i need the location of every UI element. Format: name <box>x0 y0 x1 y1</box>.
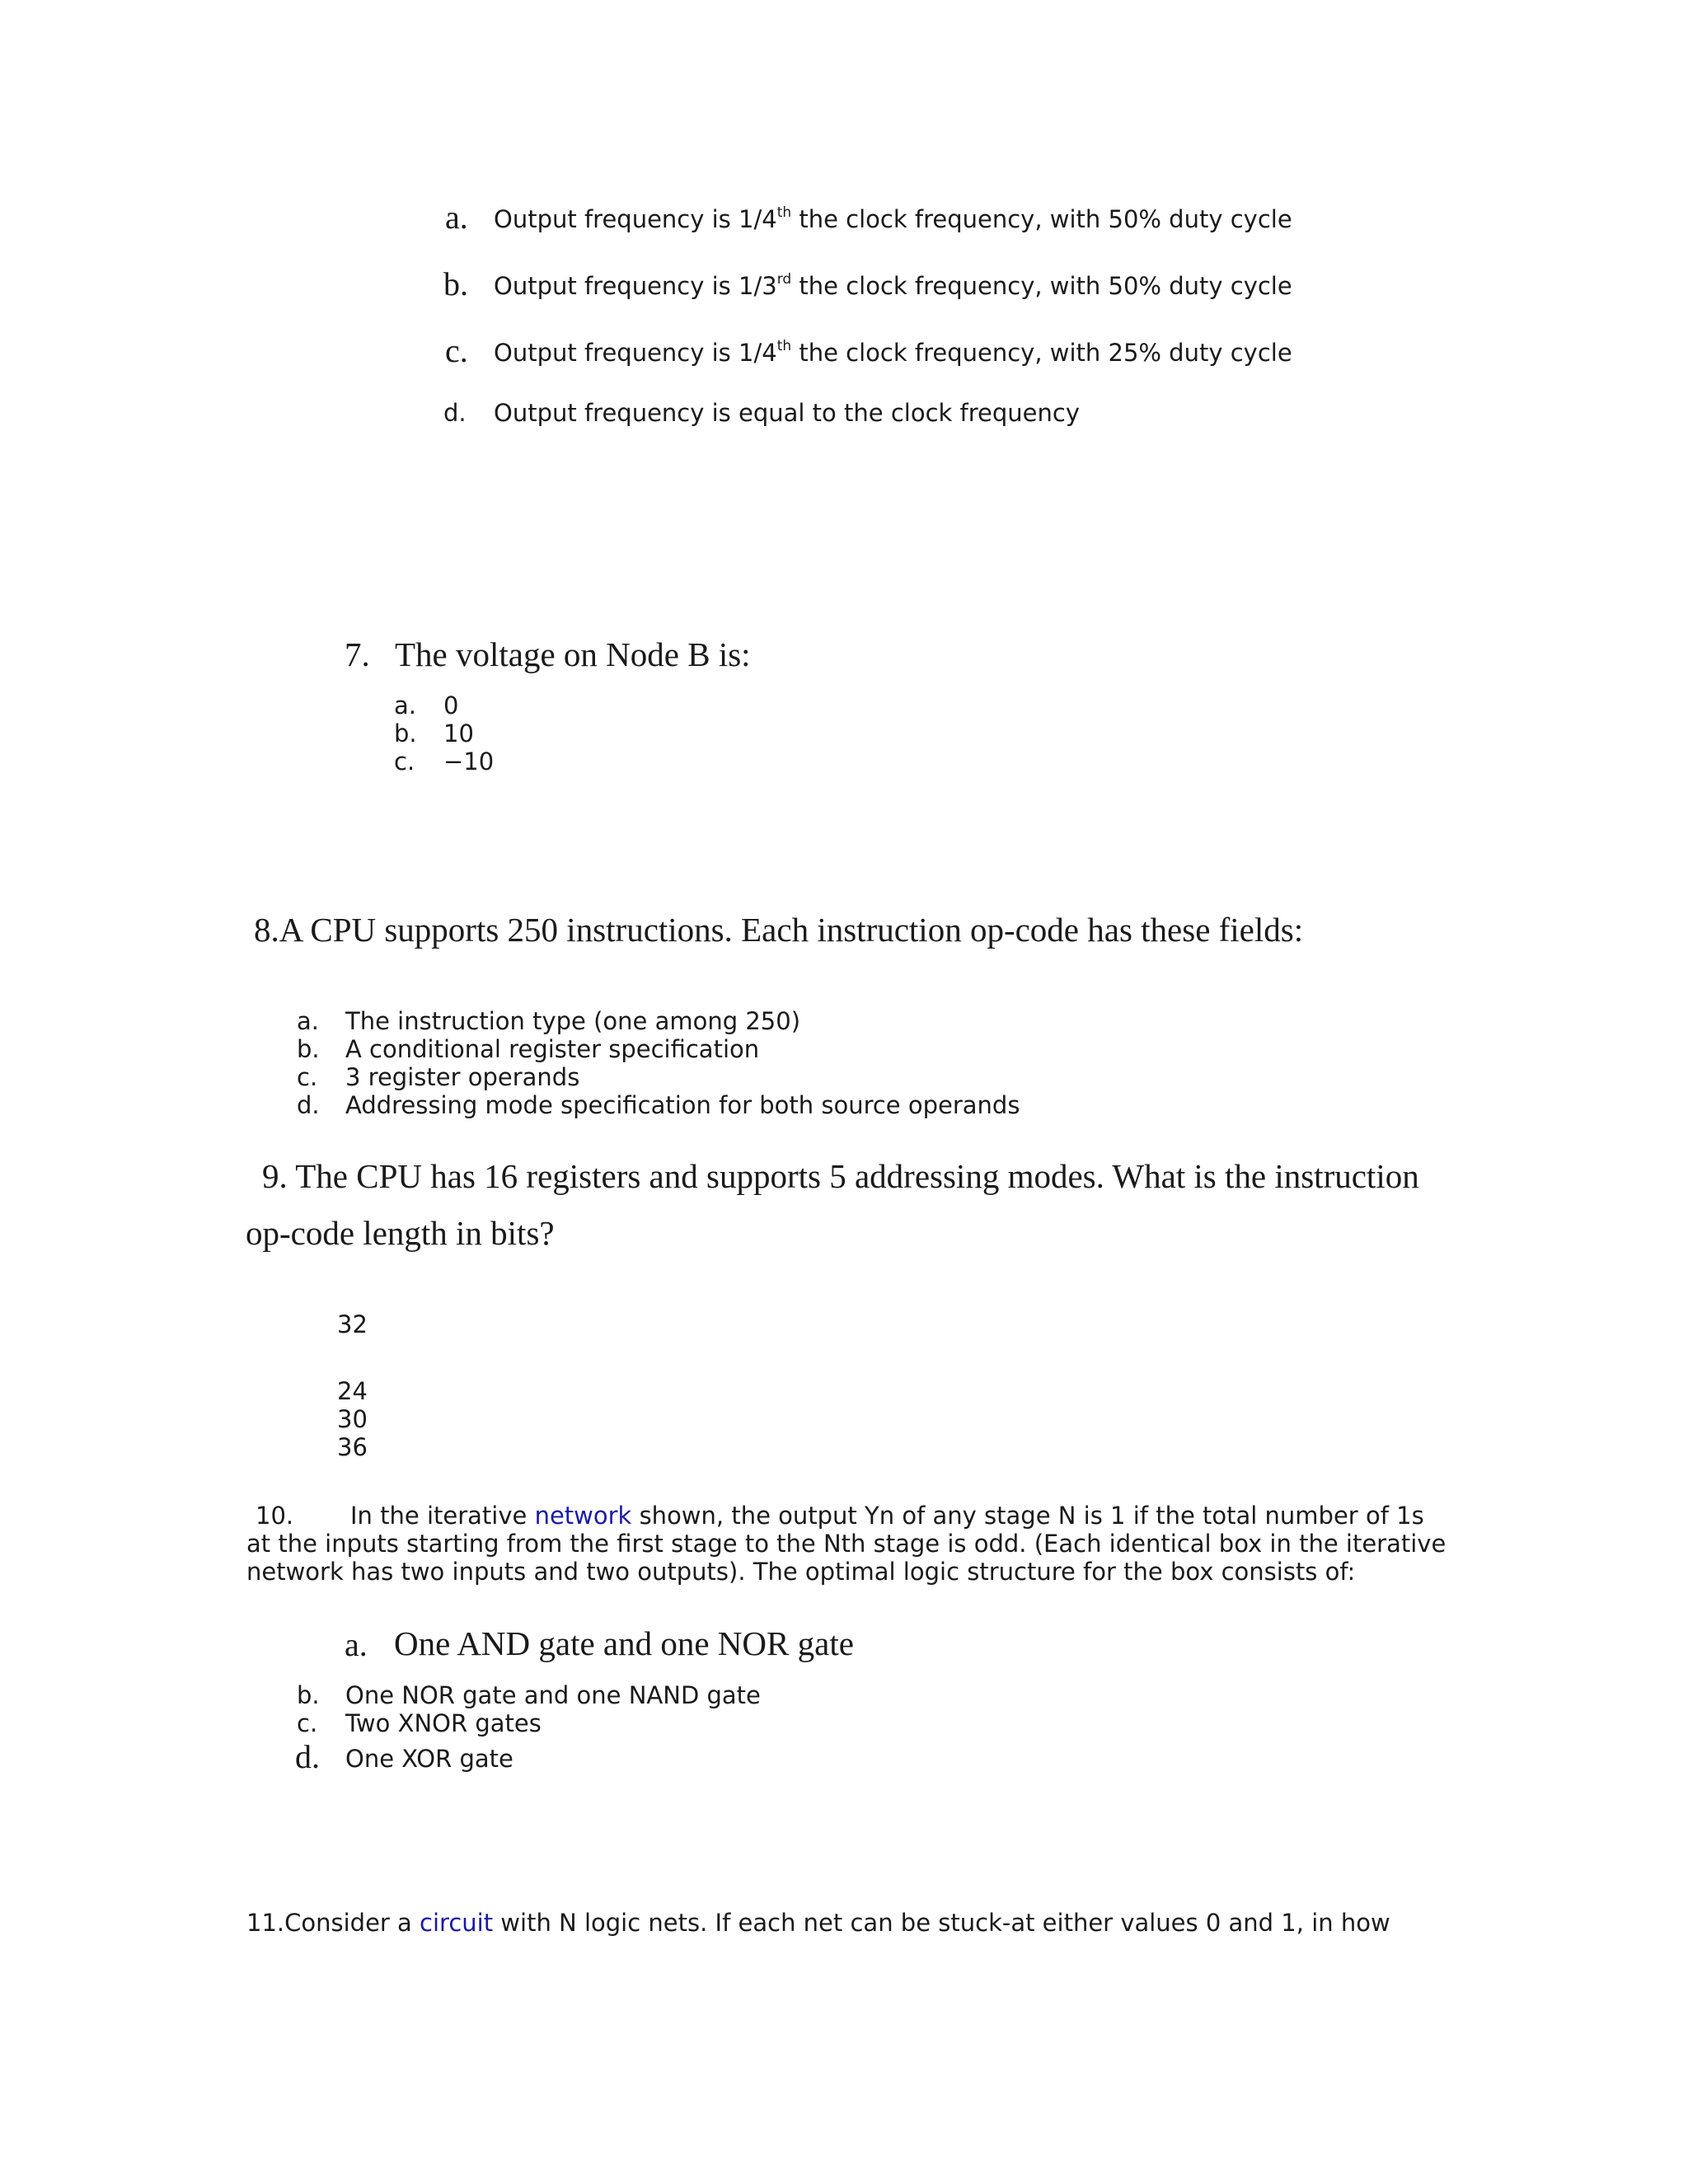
option-marker: d. <box>297 1091 320 1119</box>
question-text-line-2: op-code length in bits? <box>246 1214 555 1252</box>
text-part: 11.Consider a <box>246 1909 420 1937</box>
question-text-line-1: 9. The CPU has 16 registers and supports 5 addressing modes. What is the instruction <box>262 1157 1419 1195</box>
option-text-part: the clock frequency, with 50% duty cycle <box>791 205 1292 233</box>
answer-option: 30 <box>337 1405 368 1433</box>
question-text: 8.A CPU supports 250 instructions. Each instruction op-code has these fields: <box>254 911 1304 949</box>
question-text-line-2: at the inputs starting from the first stage to the Nth stage is odd. (Each identical box in the iterative <box>246 1530 1447 1558</box>
text-part: In the iterative <box>350 1502 535 1530</box>
option-text: Addressing mode specification for both source operands <box>345 1091 1020 1119</box>
option-marker: c. <box>394 748 415 776</box>
option-marker: b. <box>297 1035 320 1063</box>
question-text-line-1 <box>350 1502 1424 1530</box>
text-part: shown, the output Yn of any stage N is 1 if the total number of 1s <box>631 1502 1424 1530</box>
option-marker: b. <box>443 265 468 302</box>
superscript: th <box>776 204 792 221</box>
option-text-part: the clock frequency, with 25% duty cycle <box>791 339 1292 367</box>
option-marker: c. <box>445 332 468 369</box>
question-number: 10. <box>256 1502 294 1530</box>
option-text: 3 register operands <box>345 1063 580 1091</box>
option-text-part: Output frequency is 1/3 <box>494 272 777 300</box>
question-text-line-1 <box>246 1909 1390 1937</box>
option-text: −10 <box>443 748 495 776</box>
option-text: 0 <box>443 691 459 719</box>
option-marker: c. <box>297 1063 318 1091</box>
option-text-part: the clock frequency, with 50% duty cycle <box>791 272 1292 300</box>
option-marker: b. <box>297 1681 320 1709</box>
option-marker: d. <box>443 399 467 427</box>
option-marker: b. <box>394 719 417 748</box>
option-text: Two XNOR gates <box>345 1709 542 1737</box>
question-text-line-3: network has two inputs and two outputs). The optimal logic structure for the box consists of: <box>246 1558 1356 1586</box>
option-text-part: Output frequency is 1/4 <box>494 205 777 233</box>
option-text <box>494 205 1292 233</box>
answer-option: 36 <box>337 1433 368 1461</box>
option-marker: a. <box>345 1626 368 1663</box>
option-text <box>494 339 1292 367</box>
option-marker: a. <box>394 691 416 719</box>
option-text: One NOR gate and one NAND gate <box>345 1681 761 1709</box>
option-marker: a. <box>445 199 468 236</box>
superscript: th <box>776 338 792 354</box>
option-text: One XOR gate <box>345 1745 513 1773</box>
option-marker: d. <box>295 1738 320 1775</box>
answer-option: 24 <box>337 1377 368 1405</box>
option-text: Output frequency is equal to the clock frequency <box>494 399 1080 427</box>
answer-option: 32 <box>337 1310 368 1338</box>
question-text: The voltage on Node B is: <box>395 635 751 673</box>
network-link[interactable]: network <box>534 1502 632 1530</box>
option-marker: c. <box>297 1709 318 1737</box>
superscript: rd <box>776 271 792 288</box>
circuit-link[interactable]: circuit <box>420 1909 494 1937</box>
option-text: The instruction type (one among 250) <box>345 1007 801 1035</box>
option-text: One AND gate and one NOR gate <box>394 1624 854 1662</box>
text-part: with N logic nets. If each net can be stuck-at either values 0 and 1, in how <box>493 1909 1390 1937</box>
option-text-part: Output frequency is 1/4 <box>494 339 777 367</box>
question-number: 7. <box>345 635 370 673</box>
option-text <box>494 272 1292 300</box>
option-text: 10 <box>443 719 474 748</box>
option-text: A conditional register specification <box>345 1035 760 1063</box>
option-marker: a. <box>297 1007 319 1035</box>
